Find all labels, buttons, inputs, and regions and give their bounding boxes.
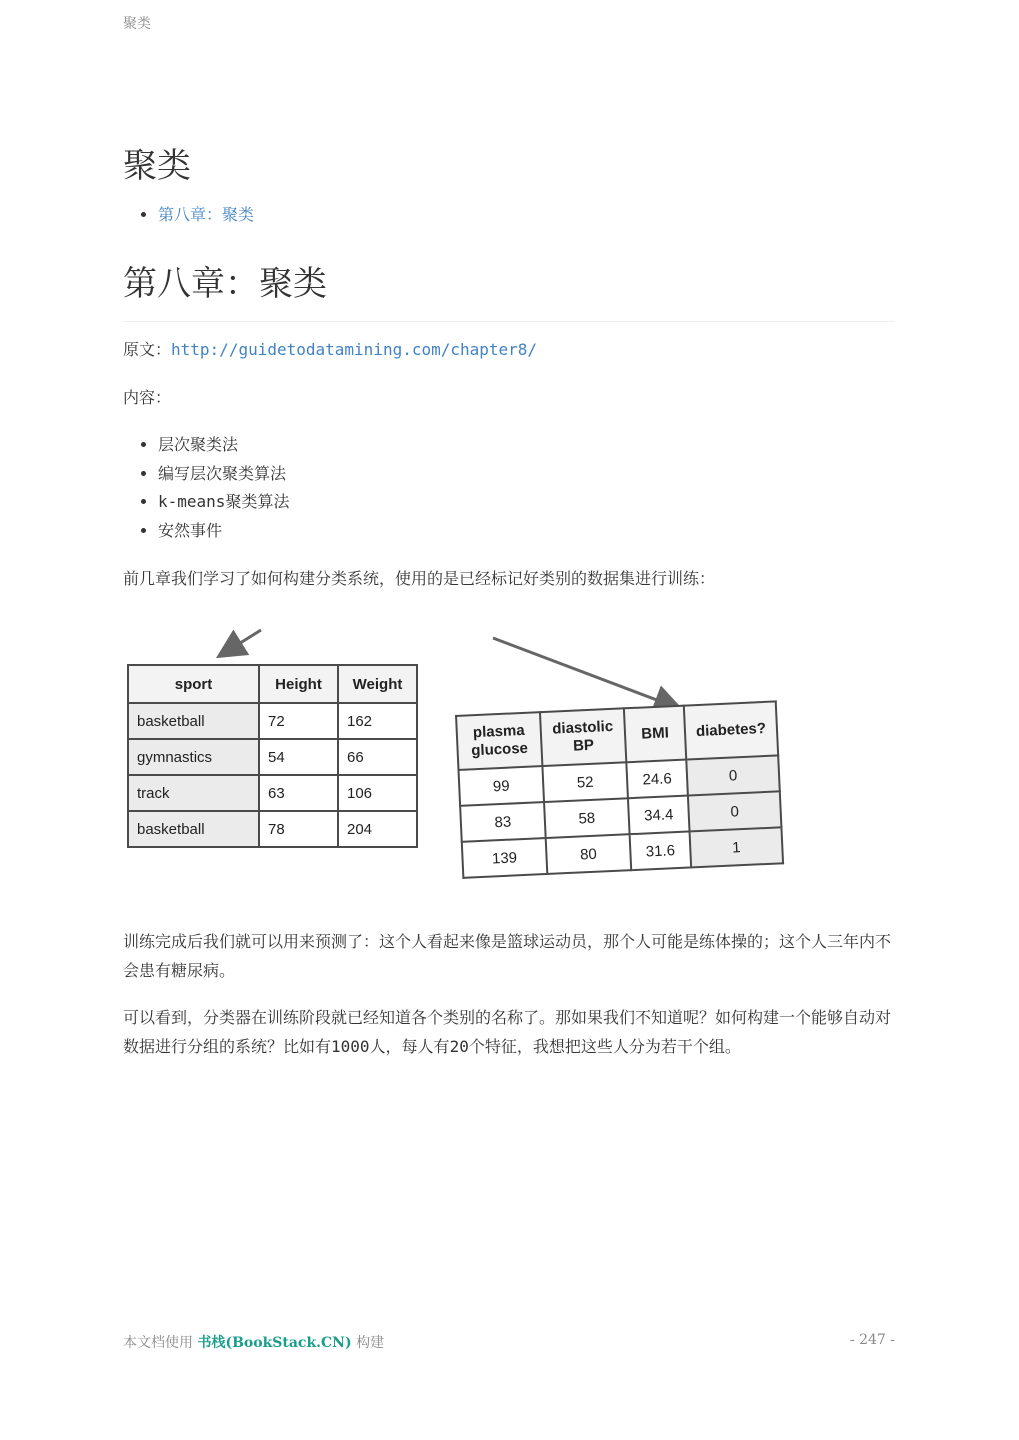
table-cell: 52 xyxy=(542,762,628,802)
footer-credit xyxy=(123,1332,384,1352)
intro-paragraph: 前几章我们学习了如何构建分类系统，使用的是已经标记好类别的数据集进行训练： xyxy=(123,569,716,588)
table-cell: track xyxy=(128,775,259,811)
table-cell: 63 xyxy=(259,775,338,811)
footer-prefix: 本文档使用 xyxy=(123,1335,193,1351)
list-item xyxy=(158,488,289,517)
table-row xyxy=(128,811,417,847)
table-cell: 72 xyxy=(259,703,338,739)
contents-list xyxy=(123,431,289,545)
table-cell: 106 xyxy=(338,775,417,811)
chapter-heading: 第八章：聚类 xyxy=(123,256,895,322)
table-cell: basketball xyxy=(128,703,259,739)
column-header: BMI xyxy=(624,706,686,763)
column-header: diabetes? xyxy=(684,701,778,759)
source-label: 原文： xyxy=(123,340,172,359)
table-cell: 0 xyxy=(688,791,782,831)
page-number: - 247 - xyxy=(849,1332,895,1348)
footer-suffix: 构建 xyxy=(356,1335,385,1351)
source-link[interactable]: http://guidetodatamining.com/chapter8/ xyxy=(171,340,538,359)
table-cell: 0 xyxy=(686,755,780,795)
diabetes-table xyxy=(455,700,784,878)
arrow-to-sports-table xyxy=(221,630,261,655)
page-title: 聚类 xyxy=(123,146,191,186)
column-header: Height xyxy=(259,665,338,703)
table-cell: 31.6 xyxy=(630,831,692,870)
footer-brand-link[interactable]: 书栈(BookStack.CN) xyxy=(197,1335,352,1351)
column-header: diastolic BP xyxy=(540,708,626,766)
source-line xyxy=(123,335,895,364)
table-cell: 99 xyxy=(458,766,544,806)
table-cell: 58 xyxy=(544,798,630,838)
list-item: • 层次聚类法 xyxy=(158,431,289,460)
contents-label: 内容： xyxy=(123,388,172,407)
table-cell: 162 xyxy=(338,703,417,739)
table-cell: 1 xyxy=(690,827,784,867)
table-row xyxy=(128,775,417,811)
table-cell: 139 xyxy=(462,838,548,878)
column-header: sport xyxy=(128,665,259,703)
column-header: plasma glucose xyxy=(456,712,542,770)
table-cell: 24.6 xyxy=(626,760,688,799)
table-cell: 78 xyxy=(259,811,338,847)
table-of-contents xyxy=(123,202,254,225)
list-item: • 安然事件 xyxy=(158,517,289,546)
list-item: • 编写层次聚类算法 xyxy=(158,460,289,489)
arrow-to-diabetes-table xyxy=(493,638,678,708)
table-cell: 83 xyxy=(460,802,546,842)
list-item-text: k-means聚类算法 xyxy=(158,492,290,511)
table-cell: 34.4 xyxy=(628,796,690,835)
table-cell: gymnastics xyxy=(128,739,259,775)
table-row xyxy=(128,703,417,739)
sports-table xyxy=(127,664,418,848)
table-cell: 80 xyxy=(546,834,632,874)
running-header: 聚类 xyxy=(123,16,151,32)
table-cell: basketball xyxy=(128,811,259,847)
table-cell: 204 xyxy=(338,811,417,847)
classification-figure xyxy=(123,620,783,905)
toc-link-chapter8[interactable]: 第八章：聚类 xyxy=(158,205,255,224)
toc-item xyxy=(158,202,254,225)
after-training-paragraph: 训练完成后我们就可以用来预测了：这个人看起来像是篮球运动员，那个人可能是练体操的；这个人三年内不会患有糖尿病。 xyxy=(123,932,892,980)
table-cell: 66 xyxy=(338,739,417,775)
question-paragraph: 可以看到，分类器在训练阶段就已经知道各个类别的名称了。那如果我们不知道呢？如何构建一个能够自动对数据进行分组的系统？比如有1000人，每人有20个特征，我想把这些人分为若干个组。 xyxy=(123,1008,892,1056)
table-header-row xyxy=(128,665,417,703)
table-cell: 54 xyxy=(259,739,338,775)
column-header: Weight xyxy=(338,665,417,703)
table-row xyxy=(128,739,417,775)
